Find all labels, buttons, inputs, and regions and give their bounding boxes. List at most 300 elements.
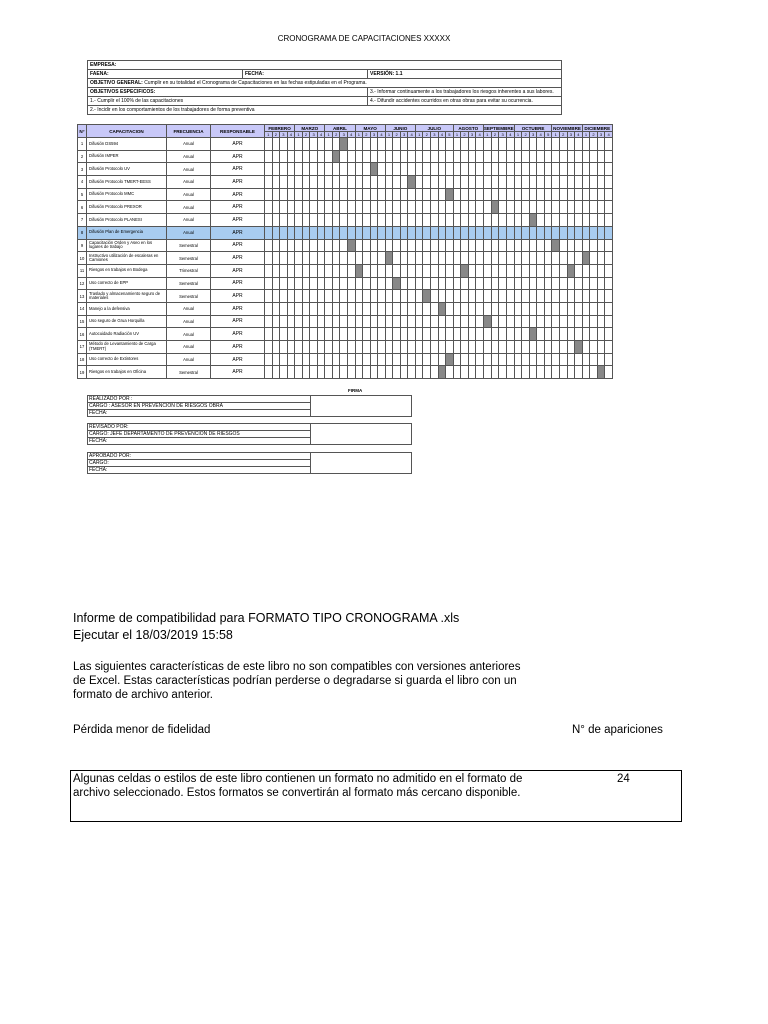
week-cell bbox=[317, 214, 325, 227]
week-cell bbox=[385, 150, 393, 163]
week-cell bbox=[507, 290, 515, 303]
week-cell bbox=[522, 188, 530, 201]
week-cell bbox=[310, 138, 318, 151]
week-cell bbox=[348, 366, 356, 379]
week-cell bbox=[340, 277, 348, 290]
responsable-cell: APR bbox=[211, 226, 265, 239]
week-cell bbox=[438, 188, 446, 201]
week-cell bbox=[363, 239, 371, 252]
week-header: 1 bbox=[415, 132, 423, 138]
week-header: 2 bbox=[302, 132, 310, 138]
week-cell bbox=[560, 201, 568, 214]
week-cell bbox=[287, 315, 295, 328]
week-cell bbox=[325, 188, 333, 201]
scheduled-week-mark bbox=[423, 290, 431, 303]
week-cell bbox=[491, 328, 499, 341]
week-cell bbox=[287, 188, 295, 201]
week-cell bbox=[575, 226, 583, 239]
week-cell bbox=[325, 315, 333, 328]
month-header: DICIEMBRE bbox=[582, 125, 612, 132]
week-cell bbox=[552, 188, 560, 201]
month-header: NOVIEMBRE bbox=[553, 125, 581, 131]
week-cell bbox=[582, 290, 590, 303]
week-cell bbox=[590, 138, 598, 151]
week-header: 3 bbox=[499, 132, 507, 138]
month-header: FEBRERO bbox=[265, 125, 295, 132]
week-cell bbox=[423, 315, 431, 328]
scheduled-week-mark bbox=[567, 264, 575, 277]
week-cell bbox=[544, 252, 552, 265]
week-cell bbox=[415, 353, 423, 366]
week-cell bbox=[287, 214, 295, 227]
week-cell bbox=[272, 150, 280, 163]
week-cell bbox=[287, 226, 295, 239]
week-cell bbox=[514, 353, 522, 366]
responsable-cell: APR bbox=[211, 302, 265, 315]
week-cell bbox=[431, 163, 439, 176]
week-cell bbox=[325, 214, 333, 227]
week-cell bbox=[491, 315, 499, 328]
week-cell bbox=[302, 201, 310, 214]
week-cell bbox=[446, 264, 454, 277]
week-cell bbox=[325, 290, 333, 303]
week-cell bbox=[295, 315, 303, 328]
week-header: 1 bbox=[295, 132, 303, 138]
week-cell bbox=[507, 264, 515, 277]
week-cell bbox=[491, 264, 499, 277]
week-cell bbox=[552, 290, 560, 303]
week-cell bbox=[423, 252, 431, 265]
week-cell bbox=[461, 163, 469, 176]
week-cell bbox=[385, 353, 393, 366]
week-cell bbox=[507, 315, 515, 328]
week-header: 3 bbox=[468, 132, 476, 138]
week-cell bbox=[431, 138, 439, 151]
week-cell bbox=[552, 315, 560, 328]
week-cell bbox=[415, 290, 423, 303]
week-cell bbox=[552, 328, 560, 341]
week-cell bbox=[461, 150, 469, 163]
occurrences-label: N° de apariciones bbox=[572, 724, 663, 736]
week-cell bbox=[461, 188, 469, 201]
week-cell bbox=[280, 290, 288, 303]
week-cell bbox=[370, 341, 378, 354]
week-cell bbox=[265, 290, 273, 303]
row-number: 17 bbox=[78, 341, 87, 354]
week-cell bbox=[280, 176, 288, 189]
week-cell bbox=[544, 176, 552, 189]
week-cell bbox=[295, 163, 303, 176]
week-cell bbox=[483, 277, 491, 290]
week-cell bbox=[370, 277, 378, 290]
week-cell bbox=[446, 302, 454, 315]
week-cell bbox=[431, 302, 439, 315]
week-cell bbox=[415, 226, 423, 239]
week-cell bbox=[438, 328, 446, 341]
week-cell bbox=[461, 201, 469, 214]
week-cell bbox=[537, 328, 545, 341]
week-cell bbox=[461, 277, 469, 290]
week-cell bbox=[393, 264, 401, 277]
week-cell bbox=[400, 341, 408, 354]
week-cell bbox=[468, 290, 476, 303]
week-cell bbox=[507, 226, 515, 239]
week-cell bbox=[529, 176, 537, 189]
week-cell bbox=[265, 163, 273, 176]
week-header: 4 bbox=[287, 132, 295, 138]
responsable-cell: APR bbox=[211, 176, 265, 189]
week-cell bbox=[295, 353, 303, 366]
week-cell bbox=[438, 226, 446, 239]
week-cell bbox=[340, 353, 348, 366]
week-cell bbox=[378, 150, 386, 163]
week-cell bbox=[280, 188, 288, 201]
week-cell bbox=[453, 353, 461, 366]
week-cell bbox=[537, 163, 545, 176]
week-cell bbox=[370, 366, 378, 379]
week-cell bbox=[582, 163, 590, 176]
week-cell bbox=[544, 353, 552, 366]
week-cell bbox=[340, 226, 348, 239]
week-header: 4 bbox=[537, 132, 545, 138]
frecuencia-cell: Anual bbox=[167, 328, 211, 341]
week-cell bbox=[431, 315, 439, 328]
week-cell bbox=[567, 176, 575, 189]
objetivo-2: 2.- Incidir en los comportamientos de los trabajadores de forma preventiva bbox=[88, 106, 562, 115]
capacitacion-name: Autocuidado Radiación UV bbox=[87, 328, 167, 341]
week-cell bbox=[605, 328, 613, 341]
week-cell bbox=[317, 353, 325, 366]
week-cell bbox=[529, 252, 537, 265]
week-cell bbox=[332, 341, 340, 354]
week-cell bbox=[317, 315, 325, 328]
week-cell bbox=[590, 328, 598, 341]
week-cell bbox=[363, 366, 371, 379]
week-header: 3 bbox=[431, 132, 439, 138]
week-cell bbox=[468, 328, 476, 341]
week-cell bbox=[408, 150, 416, 163]
week-header: 3 bbox=[370, 132, 378, 138]
week-cell bbox=[280, 226, 288, 239]
week-cell bbox=[363, 188, 371, 201]
week-cell bbox=[597, 315, 605, 328]
week-cell bbox=[575, 366, 583, 379]
week-cell bbox=[514, 290, 522, 303]
frecuencia-cell: Trimestral bbox=[167, 264, 211, 277]
signature-field-label: CARGO : ASESOR EN PREVENCION DE RIESGOS OBRA bbox=[88, 403, 311, 410]
week-cell bbox=[393, 239, 401, 252]
week-cell bbox=[378, 315, 386, 328]
scheduled-week-mark bbox=[582, 252, 590, 265]
week-cell bbox=[295, 366, 303, 379]
week-cell bbox=[446, 315, 454, 328]
week-cell bbox=[468, 264, 476, 277]
week-cell bbox=[393, 366, 401, 379]
week-cell bbox=[393, 214, 401, 227]
week-cell bbox=[507, 163, 515, 176]
week-cell bbox=[431, 252, 439, 265]
week-cell bbox=[514, 252, 522, 265]
responsable-cell: APR bbox=[211, 353, 265, 366]
week-cell bbox=[348, 341, 356, 354]
signature-space bbox=[311, 453, 412, 474]
week-cell bbox=[438, 239, 446, 252]
week-cell bbox=[476, 239, 484, 252]
week-cell bbox=[302, 290, 310, 303]
week-cell bbox=[499, 176, 507, 189]
header-responsable: RESPONSABLE bbox=[211, 125, 265, 138]
week-cell bbox=[453, 226, 461, 239]
week-cell bbox=[363, 252, 371, 265]
frecuencia-cell: Anual bbox=[167, 341, 211, 354]
week-cell bbox=[302, 214, 310, 227]
signature-field-label: REALIZADO POR : bbox=[88, 396, 311, 403]
week-cell bbox=[265, 315, 273, 328]
week-cell bbox=[491, 226, 499, 239]
week-cell bbox=[400, 201, 408, 214]
objetivos-especificos-label: OBJETIVOS ESPECIFICOS: bbox=[88, 88, 368, 97]
week-header: 1 bbox=[453, 132, 461, 138]
week-cell bbox=[438, 353, 446, 366]
week-header: 3 bbox=[400, 132, 408, 138]
week-cell bbox=[552, 353, 560, 366]
week-cell bbox=[325, 328, 333, 341]
empresa-label: EMPRESA: bbox=[88, 61, 562, 70]
week-cell bbox=[280, 302, 288, 315]
week-cell bbox=[385, 302, 393, 315]
table-row bbox=[78, 252, 613, 265]
week-cell bbox=[491, 138, 499, 151]
objetivo-general: OBJETIVO GENERAL: Cumplir en su totalidad el Cronograma de Capacitaciones en las fechas estipuladas en el Programa. bbox=[88, 79, 562, 88]
week-cell bbox=[272, 176, 280, 189]
week-cell bbox=[378, 353, 386, 366]
week-header: 1 bbox=[514, 132, 522, 138]
week-cell bbox=[468, 239, 476, 252]
week-cell bbox=[560, 150, 568, 163]
week-cell bbox=[575, 176, 583, 189]
week-cell bbox=[393, 341, 401, 354]
week-cell bbox=[265, 328, 273, 341]
header-no: N° bbox=[78, 125, 87, 138]
week-cell bbox=[514, 150, 522, 163]
week-cell bbox=[552, 163, 560, 176]
week-cell bbox=[597, 353, 605, 366]
week-cell bbox=[415, 150, 423, 163]
week-header: 2 bbox=[590, 132, 598, 138]
week-cell bbox=[582, 353, 590, 366]
frecuencia-cell: Anual bbox=[167, 176, 211, 189]
week-cell bbox=[310, 341, 318, 354]
week-cell bbox=[348, 201, 356, 214]
week-cell bbox=[348, 214, 356, 227]
week-cell bbox=[567, 315, 575, 328]
scheduled-week-mark bbox=[408, 176, 416, 189]
week-cell bbox=[295, 290, 303, 303]
week-cell bbox=[348, 290, 356, 303]
week-cell bbox=[415, 315, 423, 328]
week-cell bbox=[363, 353, 371, 366]
week-cell bbox=[332, 163, 340, 176]
week-cell bbox=[332, 188, 340, 201]
week-cell bbox=[302, 315, 310, 328]
week-cell bbox=[552, 214, 560, 227]
week-cell bbox=[393, 176, 401, 189]
week-cell bbox=[317, 239, 325, 252]
week-cell bbox=[552, 341, 560, 354]
week-cell bbox=[575, 150, 583, 163]
week-cell bbox=[400, 176, 408, 189]
week-cell bbox=[590, 150, 598, 163]
week-cell bbox=[393, 328, 401, 341]
week-cell bbox=[340, 176, 348, 189]
week-cell bbox=[529, 239, 537, 252]
week-cell bbox=[544, 163, 552, 176]
week-cell bbox=[453, 150, 461, 163]
week-cell bbox=[400, 353, 408, 366]
week-cell bbox=[544, 315, 552, 328]
week-cell bbox=[408, 201, 416, 214]
row-number: 16 bbox=[78, 328, 87, 341]
week-cell bbox=[567, 138, 575, 151]
week-cell bbox=[302, 302, 310, 315]
week-header: 2 bbox=[363, 132, 371, 138]
week-cell bbox=[280, 138, 288, 151]
week-cell bbox=[332, 239, 340, 252]
capacitacion-name: Uso seguro de Grua Horquilla bbox=[87, 315, 167, 328]
week-cell bbox=[552, 176, 560, 189]
capacitacion-name: Instructivo utilización de escaleras en Camiones bbox=[87, 252, 167, 265]
table-row bbox=[78, 264, 613, 277]
week-cell bbox=[476, 328, 484, 341]
week-cell bbox=[355, 315, 363, 328]
week-cell bbox=[295, 214, 303, 227]
week-cell bbox=[370, 150, 378, 163]
week-cell bbox=[348, 315, 356, 328]
week-cell bbox=[415, 366, 423, 379]
week-cell bbox=[310, 201, 318, 214]
week-cell bbox=[431, 328, 439, 341]
week-cell bbox=[605, 201, 613, 214]
week-cell bbox=[491, 214, 499, 227]
capacitacion-name: Riesgos en trabajos en Oficina bbox=[87, 366, 167, 379]
week-cell bbox=[507, 239, 515, 252]
table-row bbox=[78, 328, 613, 341]
week-cell bbox=[575, 252, 583, 265]
week-cell bbox=[355, 188, 363, 201]
table-row bbox=[78, 353, 613, 366]
week-cell bbox=[575, 214, 583, 227]
week-cell bbox=[476, 290, 484, 303]
row-number: 1 bbox=[78, 138, 87, 151]
week-cell bbox=[491, 302, 499, 315]
week-cell bbox=[446, 252, 454, 265]
week-cell bbox=[529, 277, 537, 290]
week-cell bbox=[491, 163, 499, 176]
week-cell bbox=[605, 188, 613, 201]
week-cell bbox=[514, 201, 522, 214]
week-cell bbox=[499, 188, 507, 201]
capacitacion-name: Difusión Plan de Emergencia bbox=[87, 226, 167, 239]
week-cell bbox=[483, 302, 491, 315]
week-cell bbox=[280, 353, 288, 366]
frecuencia-cell: Anual bbox=[167, 353, 211, 366]
week-cell bbox=[507, 138, 515, 151]
objetivo-1: 1.- Cumplir el 100% de las capacitaciones bbox=[88, 97, 368, 106]
week-cell bbox=[461, 328, 469, 341]
week-cell bbox=[529, 341, 537, 354]
week-cell bbox=[265, 302, 273, 315]
week-cell bbox=[605, 214, 613, 227]
month-header: JUNIO bbox=[385, 125, 415, 132]
week-cell bbox=[400, 163, 408, 176]
week-cell bbox=[461, 239, 469, 252]
week-cell bbox=[302, 353, 310, 366]
week-cell bbox=[552, 366, 560, 379]
week-cell bbox=[560, 239, 568, 252]
week-cell bbox=[272, 138, 280, 151]
week-cell bbox=[446, 226, 454, 239]
week-cell bbox=[423, 201, 431, 214]
week-cell bbox=[378, 264, 386, 277]
week-cell bbox=[552, 277, 560, 290]
week-cell bbox=[446, 341, 454, 354]
week-cell bbox=[544, 290, 552, 303]
week-cell bbox=[310, 290, 318, 303]
capacitacion-name: Difusión IMPER bbox=[87, 150, 167, 163]
week-cell bbox=[423, 328, 431, 341]
week-cell bbox=[522, 176, 530, 189]
frecuencia-cell: Semestral bbox=[167, 366, 211, 379]
week-cell bbox=[265, 201, 273, 214]
week-cell bbox=[468, 163, 476, 176]
week-cell bbox=[423, 239, 431, 252]
week-cell bbox=[393, 290, 401, 303]
week-header: 2 bbox=[491, 132, 499, 138]
week-cell bbox=[423, 176, 431, 189]
week-cell bbox=[499, 328, 507, 341]
signature-space bbox=[311, 396, 412, 417]
week-cell bbox=[317, 366, 325, 379]
week-cell bbox=[378, 163, 386, 176]
row-number: 3 bbox=[78, 163, 87, 176]
week-cell bbox=[287, 176, 295, 189]
week-cell bbox=[453, 214, 461, 227]
header-capacitacion: CAPACITACION bbox=[87, 125, 167, 138]
week-cell bbox=[499, 315, 507, 328]
week-cell bbox=[461, 226, 469, 239]
month-header: JULIO bbox=[415, 125, 453, 132]
week-cell bbox=[415, 214, 423, 227]
week-cell bbox=[468, 315, 476, 328]
responsable-cell: APR bbox=[211, 366, 265, 379]
week-cell bbox=[483, 226, 491, 239]
week-cell bbox=[590, 315, 598, 328]
week-cell bbox=[567, 366, 575, 379]
week-cell bbox=[272, 226, 280, 239]
week-cell bbox=[400, 315, 408, 328]
week-cell bbox=[605, 239, 613, 252]
week-cell bbox=[431, 264, 439, 277]
week-cell bbox=[522, 353, 530, 366]
week-cell bbox=[340, 239, 348, 252]
week-cell bbox=[332, 277, 340, 290]
week-cell bbox=[544, 188, 552, 201]
week-cell bbox=[507, 341, 515, 354]
week-cell bbox=[348, 138, 356, 151]
week-cell bbox=[355, 163, 363, 176]
week-cell bbox=[597, 176, 605, 189]
week-cell bbox=[302, 239, 310, 252]
